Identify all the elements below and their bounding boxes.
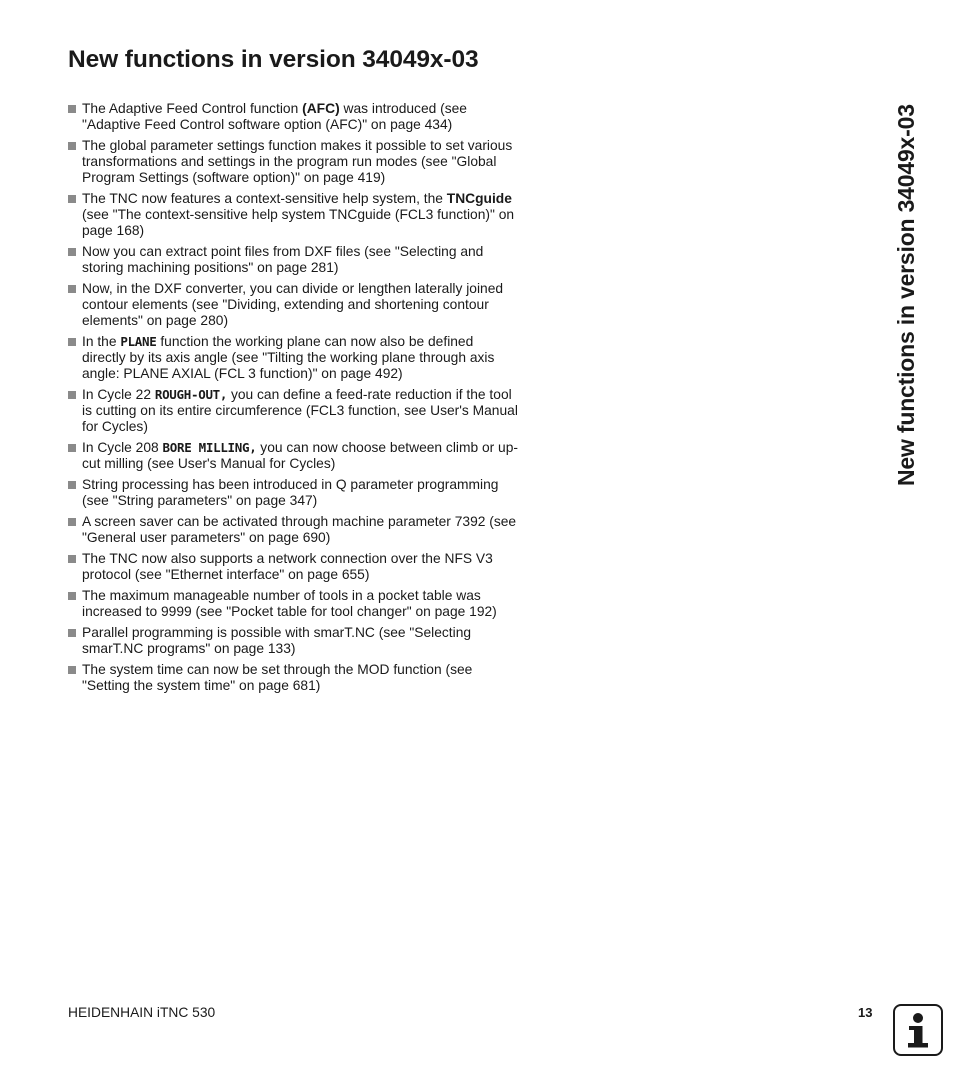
page-title: New functions in version 34049x-03 <box>68 46 479 73</box>
list-item-text: The TNC now features a context-sensitive help system, the <box>82 191 447 206</box>
list-item-text: A screen saver can be activated through machine parameter 7392 (see "General user parameters" on page 690) <box>82 514 517 545</box>
list-item-text: The maximum manageable number of tools in a pocket table was increased to 9999 (see "Pocket table for tool changer" on page 192) <box>82 588 497 619</box>
bullet-square-icon <box>68 518 76 526</box>
bullet-square-icon <box>68 391 76 399</box>
bullet-square-icon <box>68 481 76 489</box>
list-item <box>68 191 518 239</box>
list-item <box>68 625 518 657</box>
list-item-text: Now you can extract point files from DXF files (see "Selecting and storing machining positions" on page 281) <box>82 244 484 275</box>
list-item-text: In Cycle 22 <box>82 387 155 402</box>
bullet-square-icon <box>68 592 76 600</box>
bullet-square-icon <box>68 142 76 150</box>
bold-text: (AFC) <box>302 101 340 116</box>
list-item <box>68 551 518 583</box>
list-item <box>68 477 518 509</box>
list-item-text: (see "The context-sensitive help system TNCguide (FCL3 function)" on page 168) <box>82 207 515 238</box>
feature-list <box>68 101 518 699</box>
bullet-square-icon <box>68 555 76 563</box>
list-item <box>68 662 518 694</box>
list-item <box>68 244 518 276</box>
list-item-text: Now, in the DXF converter, you can divide or lengthen laterally joined contour elements (see "Dividing, extending and shortening contour elements" on page 280) <box>82 281 504 328</box>
list-item <box>68 138 518 186</box>
list-item-text: function the working plane can now also be defined directly by its axis angle (see "Tilting the working plane through axis angle: PLANE AXIAL (FCL 3 function)" on page 492) <box>82 334 495 381</box>
list-item <box>68 514 518 546</box>
list-item <box>68 281 518 329</box>
list-item <box>68 440 518 472</box>
list-item-text: The system time can now be set through the MOD function (see "Setting the system time" on page 681) <box>82 662 473 693</box>
list-item <box>68 101 518 133</box>
list-item-text: you can define a feed-rate reduction if the tool is cutting on its entire circumference (FCL3 function, see User's Manual for Cycles) <box>82 387 518 434</box>
list-item-text: In Cycle 208 <box>82 440 163 455</box>
list-item-text: The TNC now also supports a network connection over the NFS V3 protocol (see "Ethernet interface" on page 655) <box>82 551 493 582</box>
side-title: New functions in version 34049x-03 <box>893 104 919 486</box>
list-item-text: In the <box>82 334 121 349</box>
bullet-square-icon <box>68 195 76 203</box>
bullet-square-icon <box>68 666 76 674</box>
list-item-text: The global parameter settings function makes it possible to set various transformations and settings in the program run modes (see "Global Program Settings (software option)" on page 419) <box>82 138 513 185</box>
list-item <box>68 334 518 382</box>
list-item-text: was introduced (see "Adaptive Feed Control software option (AFC)" on page 434) <box>82 101 467 132</box>
code-text: ROUGH-OUT, <box>154 387 228 402</box>
list-item <box>68 387 518 435</box>
bullet-square-icon <box>68 248 76 256</box>
list-item-text: Parallel programming is possible with smarT.NC (see "Selecting smarT.NC programs" on page 133) <box>82 625 472 656</box>
list-item-text: you can now choose between climb or up-cut milling (see User's Manual for Cycles) <box>82 440 518 471</box>
bullet-square-icon <box>68 444 76 452</box>
page-number: 13 <box>858 1005 873 1020</box>
code-text: BORE MILLING, <box>162 440 257 455</box>
footer-product: HEIDENHAIN iTNC 530 <box>68 1005 216 1020</box>
bullet-square-icon <box>68 285 76 293</box>
bullet-square-icon <box>68 629 76 637</box>
bullet-square-icon <box>68 338 76 346</box>
list-item-text: The Adaptive Feed Control function <box>82 101 303 116</box>
list-item <box>68 588 518 620</box>
list-item-text: String processing has been introduced in Q parameter programming (see "String parameters" on page 347) <box>82 477 499 508</box>
bullet-square-icon <box>68 105 76 113</box>
info-icon <box>893 1004 943 1056</box>
code-text: PLANE <box>120 334 157 349</box>
bold-text: TNCguide <box>446 191 512 206</box>
